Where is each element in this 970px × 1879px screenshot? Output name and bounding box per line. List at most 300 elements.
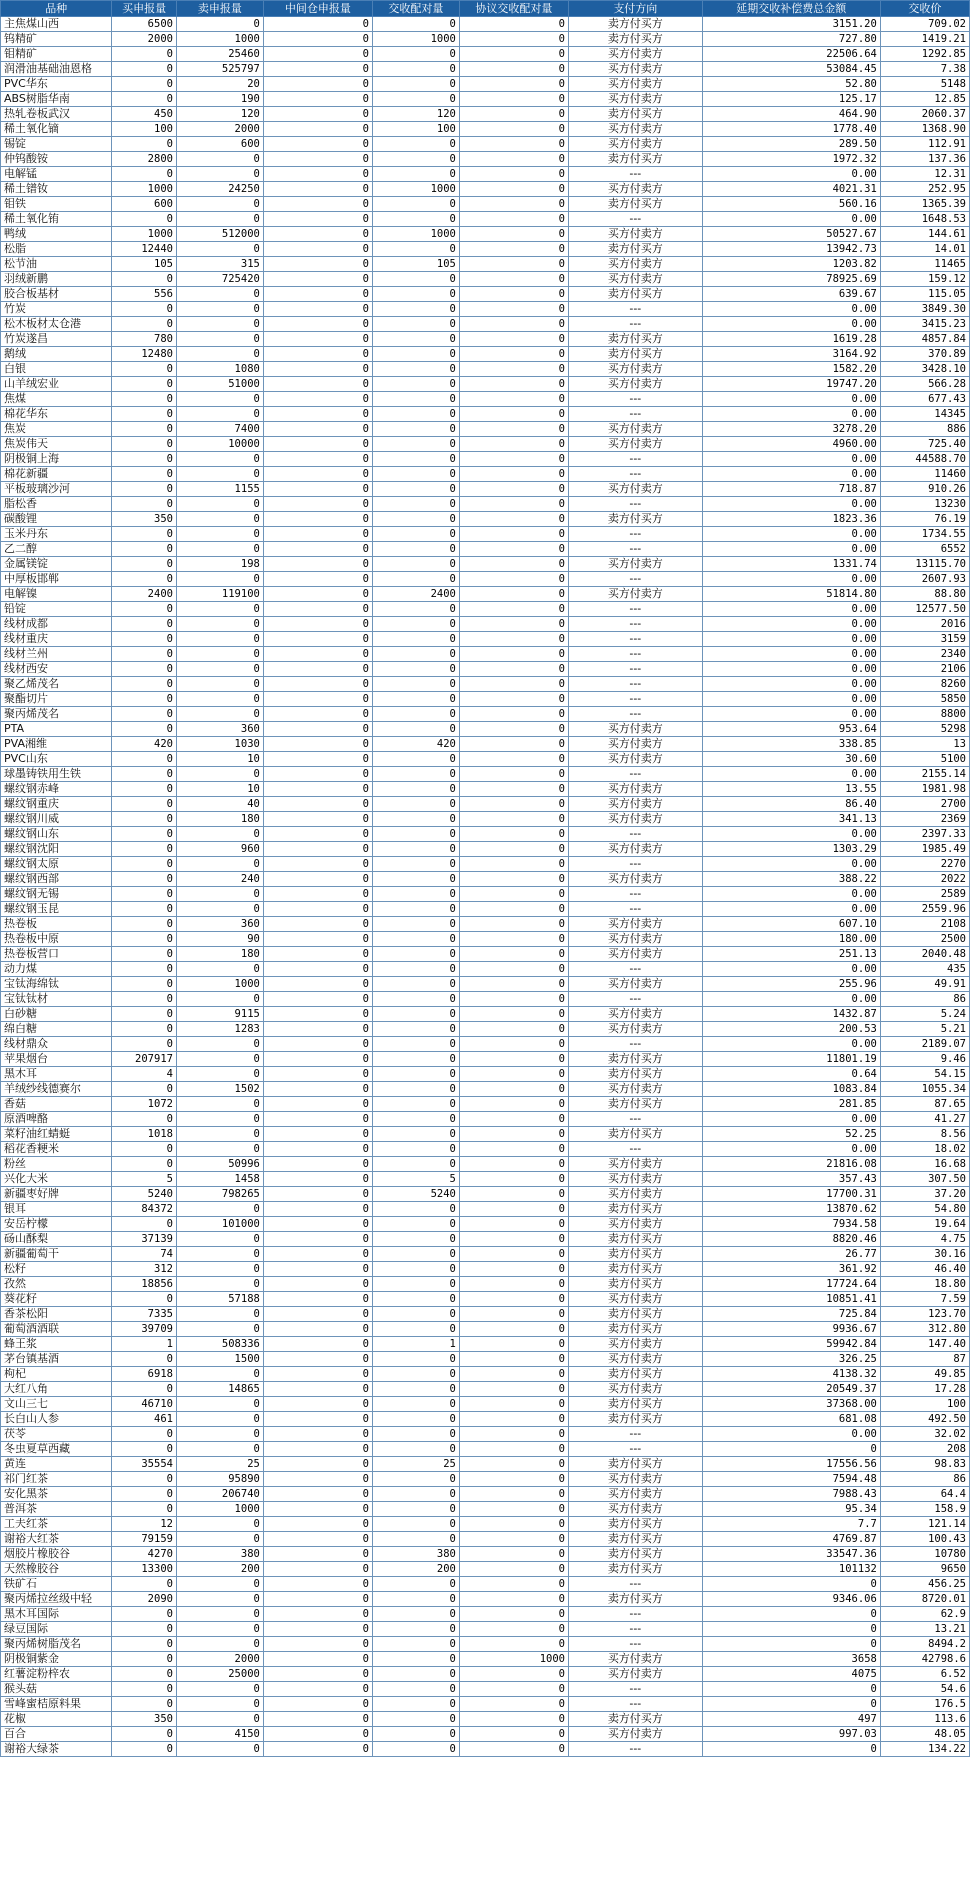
col-sell-declared-cell: 0	[176, 332, 263, 347]
col-delivery-matched-cell: 0	[372, 212, 459, 227]
col-buy-declared-cell: 0	[112, 1292, 177, 1307]
table-row	[1, 1472, 970, 1487]
col-agreement-matched-cell: 0	[459, 287, 568, 302]
col-compensation-total-cell: 0.00	[702, 662, 880, 677]
col-agreement-matched-cell: 0	[459, 782, 568, 797]
col-variety-cell: 螺纹钢沈阳	[1, 842, 112, 857]
col-variety-cell: 红薯淀粉梓农	[1, 1667, 112, 1682]
col-compensation-total-cell: 4075	[702, 1667, 880, 1682]
col-middle-warehouse-cell: 0	[263, 1562, 372, 1577]
col-delivery-matched-cell: 1000	[372, 182, 459, 197]
col-agreement-matched-cell: 0	[459, 1352, 568, 1367]
col-delivery-matched-cell: 0	[372, 1697, 459, 1712]
col-agreement-matched-cell: 0	[459, 137, 568, 152]
col-compensation-total-cell: 326.25	[702, 1352, 880, 1367]
col-middle-warehouse-cell: 0	[263, 497, 372, 512]
col-delivery-price-cell: 1368.90	[880, 122, 969, 137]
table-row	[1, 977, 970, 992]
col-delivery-price-cell: 14345	[880, 407, 969, 422]
col-middle-warehouse-cell: 0	[263, 1637, 372, 1652]
col-variety-cell: ABS树脂华南	[1, 92, 112, 107]
col-payment-direction-cell: 买方付卖方	[569, 1292, 703, 1307]
col-buy-declared-cell: 4	[112, 1067, 177, 1082]
col-variety-cell: 香菇	[1, 1097, 112, 1112]
col-buy-declared-cell: 0	[112, 917, 177, 932]
col-buy-declared-cell: 0	[112, 542, 177, 557]
col-delivery-matched-cell: 0	[372, 782, 459, 797]
col-middle-warehouse-cell: 0	[263, 812, 372, 827]
col-buy-declared-cell: 18856	[112, 1277, 177, 1292]
col-variety-cell: 安化黑茶	[1, 1487, 112, 1502]
col-variety-cell: 螺纹钢赤峰	[1, 782, 112, 797]
col-delivery-price-cell: 41.27	[880, 1112, 969, 1127]
col-middle-warehouse-cell: 0	[263, 1187, 372, 1202]
col-compensation-total-cell: 281.85	[702, 1097, 880, 1112]
col-payment-direction-cell: 买方付卖方	[569, 122, 703, 137]
col-delivery-price-cell: 64.4	[880, 1487, 969, 1502]
col-agreement-matched-cell: 0	[459, 437, 568, 452]
col-variety-cell: 阴极铜紫金	[1, 1652, 112, 1667]
col-sell-declared-cell: 25	[176, 1457, 263, 1472]
table-row	[1, 77, 970, 92]
col-delivery-matched-cell: 0	[372, 827, 459, 842]
col-delivery-matched-cell: 0	[372, 167, 459, 182]
col-agreement-matched-cell: 0	[459, 572, 568, 587]
col-payment-direction-cell: 卖方付买方	[569, 1277, 703, 1292]
col-sell-declared-cell: 0	[176, 1367, 263, 1382]
table-row	[1, 662, 970, 677]
col-delivery-matched-cell: 0	[372, 1217, 459, 1232]
col-variety-cell: 大红八角	[1, 1382, 112, 1397]
col-middle-warehouse-cell: 0	[263, 872, 372, 887]
col-variety-cell: 竹炭遂昌	[1, 332, 112, 347]
col-buy-declared-cell: 0	[112, 722, 177, 737]
col-buy-declared-cell: 0	[112, 1037, 177, 1052]
col-delivery-matched-cell: 0	[372, 1487, 459, 1502]
col-agreement-matched-cell: 0	[459, 392, 568, 407]
col-agreement-matched-cell: 0	[459, 917, 568, 932]
table-row	[1, 47, 970, 62]
col-buy-declared-cell: 207917	[112, 1052, 177, 1067]
col-compensation-total-cell: 681.08	[702, 1412, 880, 1427]
col-sell-declared-cell: 9115	[176, 1007, 263, 1022]
col-compensation-total-cell: 251.13	[702, 947, 880, 962]
col-variety-cell: 砀山酥梨	[1, 1232, 112, 1247]
col-delivery-matched-cell: 0	[372, 1277, 459, 1292]
col-delivery-price-cell: 134.22	[880, 1742, 969, 1757]
col-compensation-total-cell: 78925.69	[702, 272, 880, 287]
col-payment-direction-cell: 买方付卖方	[569, 1172, 703, 1187]
col-middle-warehouse-cell: 0	[263, 527, 372, 542]
col-payment-direction-cell: 买方付卖方	[569, 1487, 703, 1502]
col-variety-cell: 螺纹钢西部	[1, 872, 112, 887]
col-compensation-total-cell: 53084.45	[702, 62, 880, 77]
col-middle-warehouse-cell: 0	[263, 1742, 372, 1757]
col-agreement-matched-cell: 0	[459, 1217, 568, 1232]
col-middle-warehouse-cell: 0	[263, 797, 372, 812]
table-row	[1, 1292, 970, 1307]
col-compensation-total-cell: 3278.20	[702, 422, 880, 437]
col-delivery-matched-cell: 0	[372, 272, 459, 287]
col-payment-direction-cell: ---	[569, 707, 703, 722]
col-payment-direction-cell: 卖方付买方	[569, 1232, 703, 1247]
col-middle-warehouse-cell: 0	[263, 1547, 372, 1562]
col-delivery-matched-cell: 0	[372, 1307, 459, 1322]
col-agreement-matched-cell: 0	[459, 902, 568, 917]
col-buy-declared-cell: 0	[112, 1652, 177, 1667]
col-variety-cell: 苹果烟台	[1, 1052, 112, 1067]
col-payment-direction-cell: ---	[569, 317, 703, 332]
col-middle-warehouse-cell: 0	[263, 1142, 372, 1157]
table-row	[1, 1202, 970, 1217]
col-delivery-price-cell: 13115.70	[880, 557, 969, 572]
col-payment-direction-cell: 买方付卖方	[569, 1727, 703, 1742]
table-row	[1, 197, 970, 212]
col-payment-direction-cell: 卖方付买方	[569, 512, 703, 527]
col-middle-warehouse-cell: 0	[263, 587, 372, 602]
col-delivery-matched-cell: 0	[372, 932, 459, 947]
table-row	[1, 482, 970, 497]
col-compensation-total-cell: 289.50	[702, 137, 880, 152]
col-sell-declared-cell: 960	[176, 842, 263, 857]
col-agreement-matched-cell: 0	[459, 1457, 568, 1472]
col-delivery-matched-cell: 0	[372, 767, 459, 782]
col-payment-direction-cell: ---	[569, 392, 703, 407]
col-buy-declared-cell: 0	[112, 317, 177, 332]
col-payment-direction-cell: 买方付卖方	[569, 947, 703, 962]
col-sell-declared-cell: 40	[176, 797, 263, 812]
table-row	[1, 1112, 970, 1127]
col-delivery-price-cell: 2106	[880, 662, 969, 677]
col-payment-direction-cell: 买方付卖方	[569, 47, 703, 62]
col-delivery-matched-cell: 0	[372, 722, 459, 737]
col-compensation-total-cell: 8820.46	[702, 1232, 880, 1247]
col-agreement-matched-cell: 0	[459, 677, 568, 692]
col-variety-cell: 胶合板基材	[1, 287, 112, 302]
col-delivery-price-cell: 886	[880, 422, 969, 437]
col-delivery-price-cell: 12.31	[880, 167, 969, 182]
col-middle-warehouse-cell: 0	[263, 167, 372, 182]
col-middle-warehouse-cell: 0	[263, 452, 372, 467]
col-buy-declared-cell: 39709	[112, 1322, 177, 1337]
col-compensation-total-cell: 0.00	[702, 647, 880, 662]
table-row	[1, 1487, 970, 1502]
col-agreement-matched-cell: 0	[459, 1682, 568, 1697]
table-row	[1, 1502, 970, 1517]
col-delivery-matched-cell: 0	[372, 1667, 459, 1682]
table-row	[1, 1457, 970, 1472]
col-compensation-total-cell: 13942.73	[702, 242, 880, 257]
col-middle-warehouse-cell: 0	[263, 107, 372, 122]
col-middle-warehouse-cell: 0	[263, 827, 372, 842]
col-sell-declared-cell: 0	[176, 767, 263, 782]
col-variety-cell: PVC华东	[1, 77, 112, 92]
col-variety-cell: 黄连	[1, 1457, 112, 1472]
col-variety-cell: 聚丙烯树脂茂名	[1, 1637, 112, 1652]
col-sell-declared-cell: 120	[176, 107, 263, 122]
col-agreement-matched-cell: 0	[459, 737, 568, 752]
table-row	[1, 1097, 970, 1112]
col-variety-cell: 球墨铸铁用生铁	[1, 767, 112, 782]
col-agreement-matched-cell: 0	[459, 857, 568, 872]
col-sell-declared-cell: 57188	[176, 1292, 263, 1307]
col-buy-declared-cell: 12440	[112, 242, 177, 257]
col-buy-declared-cell: 0	[112, 677, 177, 692]
col-agreement-matched-cell: 0	[459, 932, 568, 947]
table-row	[1, 842, 970, 857]
col-compensation-total-cell: 0.00	[702, 707, 880, 722]
col-sell-declared-cell: 90	[176, 932, 263, 947]
col-sell-declared-cell: 1000	[176, 32, 263, 47]
col-delivery-matched-cell: 0	[372, 1727, 459, 1742]
col-payment-direction-cell: 买方付卖方	[569, 1502, 703, 1517]
col-buy-declared-cell: 1000	[112, 227, 177, 242]
col-middle-warehouse-cell: 0	[263, 1247, 372, 1262]
col-buy-declared-cell: 0	[112, 212, 177, 227]
col-delivery-matched-cell: 0	[372, 1622, 459, 1637]
col-sell-declared-cell: 0	[176, 1247, 263, 1262]
col-middle-warehouse-cell: 0	[263, 572, 372, 587]
col-middle-warehouse-cell: 0	[263, 1082, 372, 1097]
col-buy-declared-cell: 0	[112, 77, 177, 92]
col-variety-cell: 螺纹钢川威	[1, 812, 112, 827]
col-compensation-total-cell: 341.13	[702, 812, 880, 827]
col-delivery-matched-cell: 0	[372, 1367, 459, 1382]
col-delivery-price-cell: 1648.53	[880, 212, 969, 227]
col-payment-direction-cell: 买方付卖方	[569, 797, 703, 812]
col-buy-declared-cell: 0	[112, 977, 177, 992]
col-payment-direction-cell: 卖方付买方	[569, 107, 703, 122]
col-delivery-matched-cell: 0	[372, 977, 459, 992]
table-row	[1, 212, 970, 227]
col-variety-cell: 热轧卷板武汉	[1, 107, 112, 122]
col-delivery-price-cell: 112.91	[880, 137, 969, 152]
table-row	[1, 1067, 970, 1082]
col-payment-direction-cell: 买方付卖方	[569, 182, 703, 197]
col-buy-declared-cell: 0	[112, 812, 177, 827]
table-row	[1, 242, 970, 257]
col-agreement-matched-cell: 0	[459, 722, 568, 737]
col-delivery-matched-cell: 0	[372, 557, 459, 572]
col-payment-direction-cell: ---	[569, 692, 703, 707]
col-delivery-matched-cell: 0	[372, 1637, 459, 1652]
col-middle-warehouse-cell: 0	[263, 152, 372, 167]
col-middle-warehouse-cell: 0	[263, 1292, 372, 1307]
col-sell-declared-cell: 0	[176, 632, 263, 647]
col-payment-direction-cell: 卖方付买方	[569, 152, 703, 167]
col-payment-direction-cell: 卖方付买方	[569, 1397, 703, 1412]
col-compensation-total-cell: 50527.67	[702, 227, 880, 242]
col-sell-declared-cell: 0	[176, 542, 263, 557]
table-row	[1, 617, 970, 632]
col-delivery-price-cell: 176.5	[880, 1697, 969, 1712]
col-delivery-price-cell: 2022	[880, 872, 969, 887]
table-row	[1, 392, 970, 407]
col-delivery-price-cell: 312.80	[880, 1322, 969, 1337]
table-row	[1, 677, 970, 692]
col-delivery-matched-cell: 2400	[372, 587, 459, 602]
col-variety-cell: 松节油	[1, 257, 112, 272]
col-compensation-total-cell: 21816.08	[702, 1157, 880, 1172]
col-agreement-matched-cell: 0	[459, 1337, 568, 1352]
col-variety-cell: 松籽	[1, 1262, 112, 1277]
table-row	[1, 632, 970, 647]
col-agreement-matched-cell: 0	[459, 977, 568, 992]
col-payment-direction-cell: 卖方付买方	[569, 1367, 703, 1382]
col-variety-cell: 羊绒纱线德赛尔	[1, 1082, 112, 1097]
col-variety-cell: 羽绒新鹏	[1, 272, 112, 287]
col-delivery-price-cell: 1292.85	[880, 47, 969, 62]
col-agreement-matched-cell: 0	[459, 362, 568, 377]
col-buy-declared-cell: 0	[112, 932, 177, 947]
col-middle-warehouse-cell: 0	[263, 1217, 372, 1232]
col-agreement-matched-cell: 0	[459, 1712, 568, 1727]
col-delivery-matched-cell: 0	[372, 1592, 459, 1607]
col-agreement-matched-cell: 0	[459, 302, 568, 317]
col-sell-declared-cell: 1000	[176, 1502, 263, 1517]
col-agreement-matched-cell: 0	[459, 1442, 568, 1457]
col-variety-cell: 茯苓	[1, 1427, 112, 1442]
col-middle-warehouse-cell: 0	[263, 962, 372, 977]
col-variety-cell: 新疆葡萄干	[1, 1247, 112, 1262]
col-sell-declared-cell: 380	[176, 1547, 263, 1562]
col-middle-warehouse-cell: 0	[263, 737, 372, 752]
col-variety-cell: 松脂	[1, 242, 112, 257]
col-variety-cell: 安岳柠檬	[1, 1217, 112, 1232]
col-middle-warehouse-cell: 0	[263, 47, 372, 62]
col-sell-declared-cell: 101000	[176, 1217, 263, 1232]
col-sell-declared-cell: 25000	[176, 1667, 263, 1682]
col-variety-cell: 白银	[1, 362, 112, 377]
col-sell-declared-cell: 0	[176, 707, 263, 722]
col-middle-warehouse-cell: 0	[263, 1712, 372, 1727]
col-agreement-matched-cell: 0	[459, 992, 568, 1007]
table-row	[1, 1562, 970, 1577]
col-delivery-matched-cell: 0	[372, 1037, 459, 1052]
col-agreement-matched-cell: 0	[459, 497, 568, 512]
col-agreement-matched-cell: 0	[459, 1187, 568, 1202]
table-row	[1, 1532, 970, 1547]
table-row	[1, 122, 970, 137]
col-buy-declared-cell: 0	[112, 497, 177, 512]
col-variety-cell: 绿豆国际	[1, 1622, 112, 1637]
col-payment-direction-cell: 买方付卖方	[569, 812, 703, 827]
col-middle-warehouse-cell: 0	[263, 1472, 372, 1487]
col-compensation-total-cell: 0	[702, 1622, 880, 1637]
table-row	[1, 287, 970, 302]
header-row	[1, 1, 970, 17]
col-payment-direction-cell: ---	[569, 962, 703, 977]
col-agreement-matched-cell: 0	[459, 1412, 568, 1427]
table-row	[1, 1367, 970, 1382]
col-payment-direction-cell: 买方付卖方	[569, 92, 703, 107]
col-payment-direction-cell: 卖方付买方	[569, 32, 703, 47]
col-variety-cell: 钨精矿	[1, 32, 112, 47]
col-delivery-matched-cell: 0	[372, 1607, 459, 1622]
col-agreement-matched-cell: 0	[459, 1082, 568, 1097]
table-row	[1, 587, 970, 602]
col-compensation-total-cell: 639.67	[702, 287, 880, 302]
col-compensation-total-cell: 0.00	[702, 857, 880, 872]
col-payment-direction-cell: ---	[569, 992, 703, 1007]
col-delivery-matched-cell: 0	[372, 317, 459, 332]
col-compensation-total-cell: 0.00	[702, 572, 880, 587]
col-delivery-price-cell: 9.46	[880, 1052, 969, 1067]
col-delivery-price-cell: 492.50	[880, 1412, 969, 1427]
col-sell-declared-cell: 360	[176, 917, 263, 932]
col-compensation-total-cell: 0.00	[702, 497, 880, 512]
col-variety-cell: 聚丙烯拉丝级中轻	[1, 1592, 112, 1607]
col-agreement-matched-cell: 0	[459, 107, 568, 122]
col-buy-declared-cell: 0	[112, 1382, 177, 1397]
col-sell-declared-cell: 0	[176, 407, 263, 422]
col-middle-warehouse-cell: 0	[263, 77, 372, 92]
col-compensation-total-cell: 0.00	[702, 1427, 880, 1442]
col-delivery-matched-cell: 0	[372, 197, 459, 212]
col-payment-direction-cell: 买方付卖方	[569, 1082, 703, 1097]
col-delivery-price-cell: 87	[880, 1352, 969, 1367]
col-delivery-matched-cell: 120	[372, 107, 459, 122]
col-delivery-price-cell: 14.01	[880, 242, 969, 257]
col-delivery-price-cell: 5298	[880, 722, 969, 737]
col-sell-declared-cell: 798265	[176, 1187, 263, 1202]
col-delivery-price-cell: 456.25	[880, 1577, 969, 1592]
col-agreement-matched-cell: 0	[459, 1202, 568, 1217]
col-agreement-matched-cell: 0	[459, 92, 568, 107]
table-row	[1, 782, 970, 797]
col-delivery-price-cell: 8494.2	[880, 1637, 969, 1652]
col-compensation-total-cell: 9936.67	[702, 1322, 880, 1337]
col-payment-direction-cell: ---	[569, 887, 703, 902]
col-buy-declared-cell: 0	[112, 707, 177, 722]
col-agreement-matched-cell: 0	[459, 1577, 568, 1592]
col-delivery-matched-header: 交收配对量	[372, 1, 459, 17]
col-agreement-matched-cell: 0	[459, 872, 568, 887]
col-agreement-matched-cell: 0	[459, 512, 568, 527]
col-middle-warehouse-cell: 0	[263, 1127, 372, 1142]
col-payment-direction-cell: ---	[569, 497, 703, 512]
col-variety-cell: 热卷板	[1, 917, 112, 932]
col-variety-cell: 猴头菇	[1, 1682, 112, 1697]
col-delivery-price-cell: 2040.48	[880, 947, 969, 962]
table-row	[1, 1607, 970, 1622]
col-middle-warehouse-cell: 0	[263, 362, 372, 377]
table-row	[1, 1697, 970, 1712]
col-payment-direction-cell: ---	[569, 617, 703, 632]
col-variety-cell: 谢裕大红茶	[1, 1532, 112, 1547]
col-payment-direction-cell: 买方付卖方	[569, 977, 703, 992]
col-delivery-price-cell: 307.50	[880, 1172, 969, 1187]
col-compensation-total-cell: 338.85	[702, 737, 880, 752]
col-payment-direction-cell: 卖方付买方	[569, 1712, 703, 1727]
col-variety-cell: 碳酸锂	[1, 512, 112, 527]
col-buy-declared-cell: 0	[112, 272, 177, 287]
col-agreement-matched-cell: 0	[459, 662, 568, 677]
col-sell-declared-cell: 0	[176, 962, 263, 977]
col-payment-direction-cell: 卖方付买方	[569, 17, 703, 32]
col-middle-warehouse-cell: 0	[263, 1412, 372, 1427]
col-variety-cell: 主焦煤山西	[1, 17, 112, 32]
col-compensation-total-cell: 1823.36	[702, 512, 880, 527]
col-buy-declared-cell: 420	[112, 737, 177, 752]
col-delivery-matched-cell: 0	[372, 407, 459, 422]
col-payment-direction-cell: ---	[569, 1442, 703, 1457]
col-compensation-total-cell: 727.80	[702, 32, 880, 47]
col-delivery-price-cell: 3849.30	[880, 302, 969, 317]
col-buy-declared-cell: 0	[112, 752, 177, 767]
col-buy-declared-cell: 46710	[112, 1397, 177, 1412]
col-payment-direction-cell: 卖方付买方	[569, 1532, 703, 1547]
